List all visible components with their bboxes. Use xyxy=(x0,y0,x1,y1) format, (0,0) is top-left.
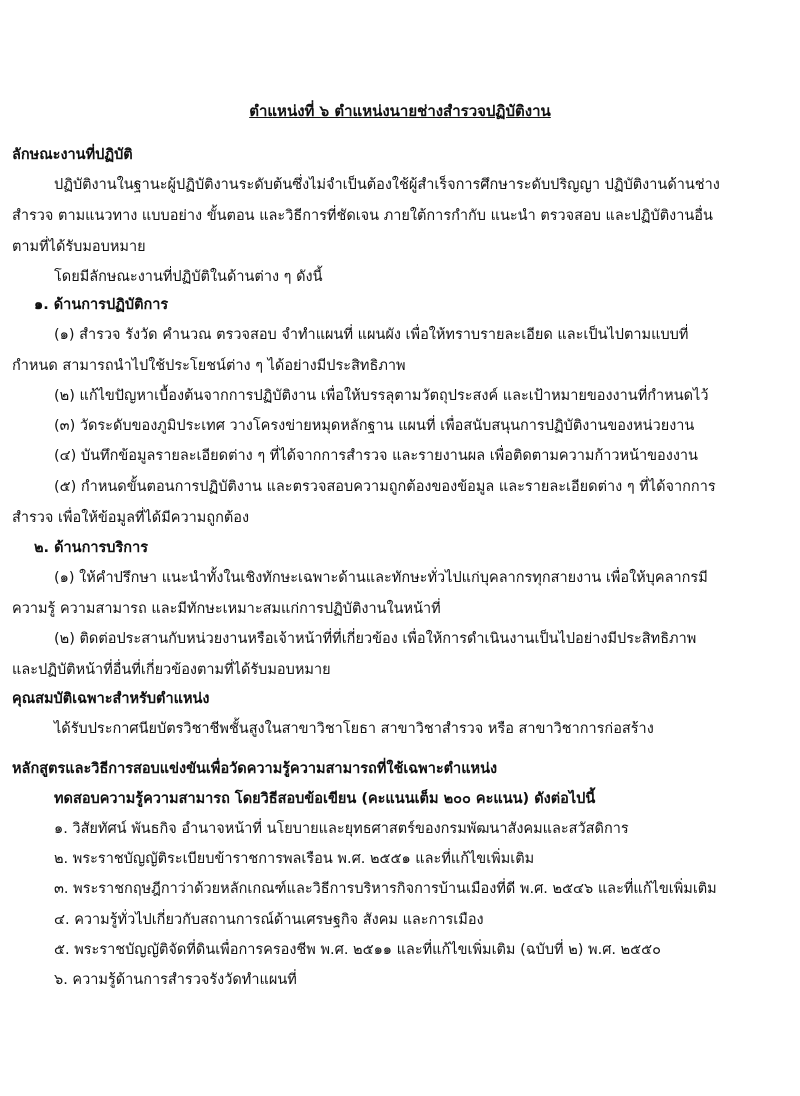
operations-item-1-line-1: (๑) สำรวจ รังวัด คำนวณ ตรวจสอบ จำทำแผนที่ แผนผัง เพื่อให้ทราบรายละเอียด และเป็นไปตามแบบที่ xyxy=(54,327,689,343)
operations-heading: ๑. ด้านการปฏิบัติการ xyxy=(34,297,169,313)
operations-item-3: (๓) วัดระดับของภูมิประเทศ วางโครงข่ายหมุดหลักฐาน แผนที่ เพื่อสนับสนุนการปฏิบัติงานของหน่วยงาน xyxy=(54,418,695,434)
operations-item-2: (๒) แก้ไขปัญหาเบื้องต้นจากการปฏิบัติงาน เพื่อให้บรรลุตามวัตถุประสงค์ และเป้าหมายของงานที่กำหนดไว้ xyxy=(54,388,709,404)
job-nature-intro-line-3: ตามที่ได้รับมอบหมาย xyxy=(12,239,146,255)
operations-item-4: (๔) บันทึกข้อมูลรายละเอียดต่าง ๆ ที่ได้จากการสำรวจ และรายงานผล เพื่อติดตามความก้าวหน้าของงาน xyxy=(54,448,698,464)
job-nature-heading: ลักษณะงานที่ปฏิบัติ xyxy=(12,147,133,163)
exam-topic-6: ๖. ความรู้ด้านการสำรวจรังวัดทำแผนที่ xyxy=(54,972,297,988)
services-item-2-line-2: และปฏิบัติหน้าที่อื่นที่เกี่ยวข้องตามที่ได้รับมอบหมาย xyxy=(12,662,331,678)
qualifications-text: ได้รับประกาศนียบัตรวิชาชีพชั้นสูงในสาขาวิชาโยธา สาขาวิชาสำรวจ หรือ สาขาวิชาการก่อสร้าง xyxy=(54,721,654,737)
services-heading: ๒. ด้านการบริการ xyxy=(34,540,148,556)
page-title: ตำแหน่งที่ ๖ ตำแหน่งนายช่างสำรวจปฏิบัติงาน xyxy=(249,102,551,120)
operations-item-5-line-1: (๕) กำหนดขั้นตอนการปฏิบัติงาน และตรวจสอบความถูกต้องของข้อมูล และรายละเอียดต่าง ๆ ที่ได้จากการ xyxy=(54,479,716,495)
exam-heading: หลักสูตรและวิธีการสอบแข่งขันเพื่อวัดความรู้ความสามารถที่ใช้เฉพาะตำแหน่ง xyxy=(12,761,498,777)
job-nature-lead: โดยมีลักษณะงานที่ปฏิบัติในด้านต่าง ๆ ดังนี้ xyxy=(54,269,323,285)
operations-item-1-line-2: กำหนด สามารถนำไปใช้ประโยชน์ต่าง ๆ ได้อย่างมีประสิทธิภาพ xyxy=(12,358,406,374)
job-nature-intro-line-2: สำรวจ ตามแนวทาง แบบอย่าง ขั้นตอน และวิธีการที่ชัดเจน ภายใต้การกำกับ แนะนำ ตรวจสอบ และปฏิบัติงานอื่น xyxy=(12,208,713,224)
services-item-2-line-1: (๒) ติดต่อประสานกับหน่วยงานหรือเจ้าหน้าที่ที่เกี่ยวข้อง เพื่อให้การดำเนินงานเป็นไปอย่างมีประสิทธิภาพ xyxy=(54,631,697,647)
services-item-1-line-1: (๑) ให้คำปรึกษา แนะนำทั้งในเชิงทักษะเฉพาะด้านและทักษะทั่วไปแก่บุคลากรทุกสายงาน เพื่อให้บุคลากรมี xyxy=(54,570,708,586)
exam-topic-3: ๓. พระราชกฤษฎีกาว่าด้วยหลักเกณฑ์และวิธีการบริหารกิจการบ้านเมืองที่ดี พ.ศ. ๒๕๔๖ และที่แก้ไขเพิ่มเติม xyxy=(54,881,717,897)
exam-subheading: ทดสอบความรู้ความสามารถ โดยวิธีสอบข้อเขียน (คะแนนเต็ม ๒๐๐ คะแนน) ดังต่อไปนี้ xyxy=(54,791,596,807)
services-item-1-line-2: ความรู้ ความสามารถ และมีทักษะเหมาะสมแก่การปฏิบัติงานในหน้าที่ xyxy=(12,601,441,617)
exam-topic-4: ๔. ความรู้ทั่วไปเกี่ยวกับสถานการณ์ด้านเศรษฐกิจ สังคม และการเมือง xyxy=(54,912,484,928)
job-nature-intro-line-1: ปฏิบัติงานในฐานะผู้ปฏิบัติงานระดับต้นซึ่งไม่จำเป็นต้องใช้ผู้สำเร็จการศึกษาระดับปริญญา ปฏิบัติงานด้านช่าง xyxy=(54,177,720,193)
exam-topic-5: ๕. พระราชบัญญัติจัดที่ดินเพื่อการครองชีพ พ.ศ. ๒๕๑๑ และที่แก้ไขเพิ่มเติม (ฉบับที่ ๒) พ.ศ. ๒๕๕๐ xyxy=(54,942,661,958)
qualifications-heading: คุณสมบัติเฉพาะสำหรับตำแหน่ง xyxy=(12,691,210,707)
exam-topic-2: ๒. พระราชบัญญัติระเบียบข้าราชการพลเรือน พ.ศ. ๒๕๕๑ และที่แก้ไขเพิ่มเติม xyxy=(54,851,535,867)
exam-topic-1: ๑. วิสัยทัศน์ พันธกิจ อำนาจหน้าที่ นโยบายและยุทธศาสตร์ของกรมพัฒนาสังคมและสวัสดิการ xyxy=(54,821,629,837)
operations-item-5-line-2: สำรวจ เพื่อให้ข้อมูลที่ได้มีความถูกต้อง xyxy=(12,510,250,526)
